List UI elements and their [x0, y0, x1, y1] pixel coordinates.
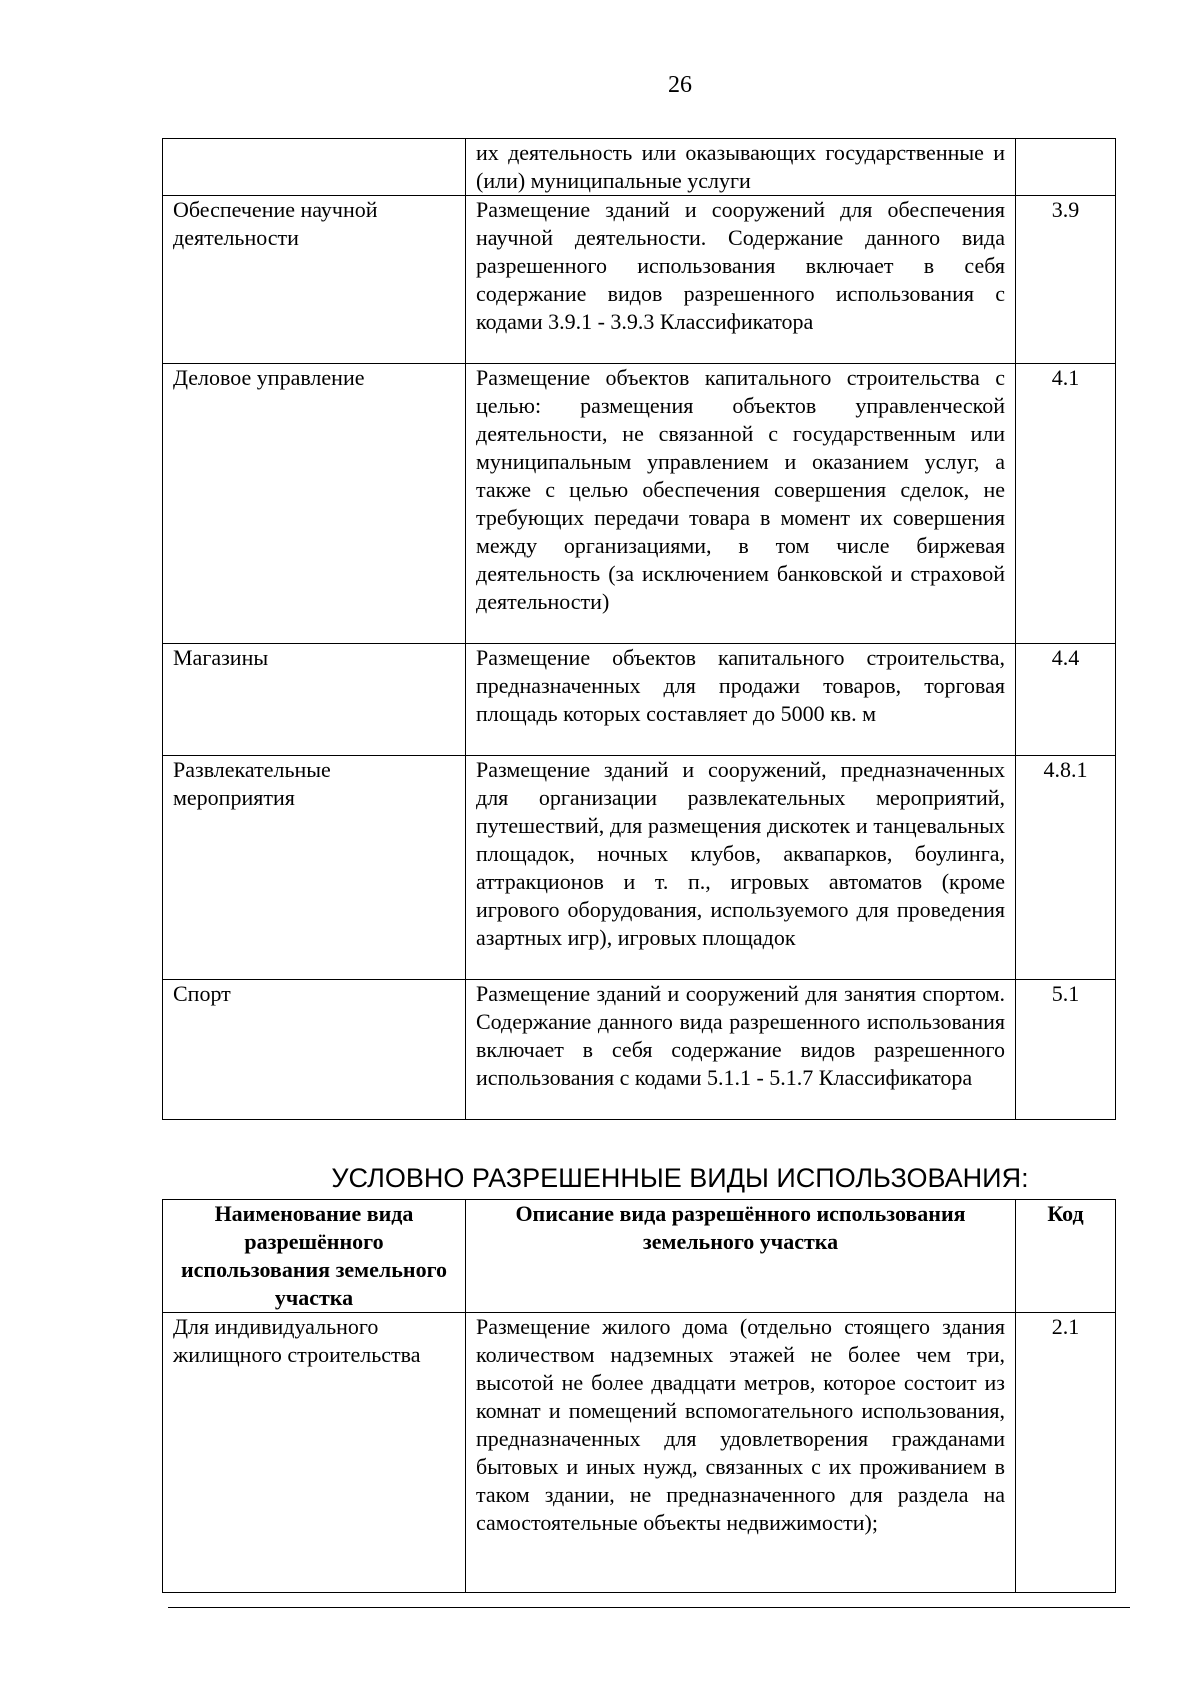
- use-name-cell: Развлекательные мероприятия: [163, 756, 466, 980]
- use-description-cell: Размещение жилого дома (отдельно стоящего здания количеством надземных этажей не более чем три, высотой не более двадцати метров, которое состоит из комнат и помещений вспомогательного использования, предназначенных для удовлетворения гражданами бытовых и иных нужд, связанных с их проживанием в таком здании, не предназначенного для раздела на самостоятельные объекты недвижимости);: [466, 1313, 1016, 1593]
- use-description-cell: Размещение объектов капитального строительства, предназначенных для продажи товаров, торговая площадь которых составляет до 5000 кв. м: [466, 644, 1016, 756]
- use-code-cell: 4.8.1: [1016, 756, 1116, 980]
- use-name-cell: Спорт: [163, 980, 466, 1120]
- table-header-row: [163, 1200, 1116, 1313]
- column-header-description: Описание вида разрешённого использования земельного участка: [466, 1200, 1016, 1313]
- use-code-cell: 4.1: [1016, 364, 1116, 644]
- table-row: [163, 980, 1116, 1120]
- table-row: [163, 139, 1116, 196]
- table-row: [163, 756, 1116, 980]
- use-code-cell: 4.4: [1016, 644, 1116, 756]
- column-header-name: Наименование вида разрешённого использования земельного участка: [163, 1200, 466, 1313]
- column-header-code: Код: [1016, 1200, 1116, 1313]
- table-row: [163, 1313, 1116, 1593]
- use-description-cell: Размещение объектов капитального строительства с целью: размещения объектов управленческой деятельности, не связанной с государственным или муниципальным управлением и оказанием услуг, а также с целью обеспечения совершения сделок, не требующих передачи товара в момент их совершения между организациями, в том числе биржевая деятельность (за исключением банковской и страховой деятельности): [466, 364, 1016, 644]
- page-number: 26: [668, 72, 692, 98]
- use-code-cell: 2.1: [1016, 1313, 1116, 1593]
- section-heading: УСЛОВНО РАЗРЕШЕННЫЕ ВИДЫ ИСПОЛЬЗОВАНИЯ:: [331, 1163, 1029, 1193]
- table-row: [163, 644, 1116, 756]
- table-row: [163, 196, 1116, 364]
- use-code-cell: 5.1: [1016, 980, 1116, 1120]
- use-name-cell: Обеспечение научной деятельности: [163, 196, 466, 364]
- use-description-cell: их деятельность или оказывающих государственные и (или) муниципальные услуги: [466, 139, 1016, 196]
- use-description-cell: Размещение зданий и сооружений для обеспечения научной деятельности. Содержание данного вида разрешенного использования включает в себя содержание видов разрешенного использования с кодами 3.9.1 - 3.9.3 Классификатора: [466, 196, 1016, 364]
- use-description-cell: Размещение зданий и сооружений, предназначенных для организации развлекательных мероприятий, путешествий, для размещения дискотек и танцевальных площадок, ночных клубов, аквапарков, боулинга, аттракционов и т. п., игровых автоматов (кроме игрового оборудования, используемого для проведения азартных игр), игровых площадок: [466, 756, 1016, 980]
- table-row: [163, 364, 1116, 644]
- land-use-table-main: [162, 138, 1116, 1120]
- use-code-cell: 3.9: [1016, 196, 1116, 364]
- footer-rule: [168, 1607, 1130, 1608]
- use-name-cell: [163, 139, 466, 196]
- use-code-cell: [1016, 139, 1116, 196]
- use-description-cell: Размещение зданий и сооружений для занятия спортом. Содержание данного вида разрешенного использования включает в себя содержание видов разрешенного использования с кодами 5.1.1 - 5.1.7 Классификатора: [466, 980, 1016, 1120]
- use-name-cell: Для индивидуального жилищного строительства: [163, 1313, 466, 1593]
- use-name-cell: Деловое управление: [163, 364, 466, 644]
- conditional-use-table: [162, 1199, 1116, 1593]
- use-name-cell: Магазины: [163, 644, 466, 756]
